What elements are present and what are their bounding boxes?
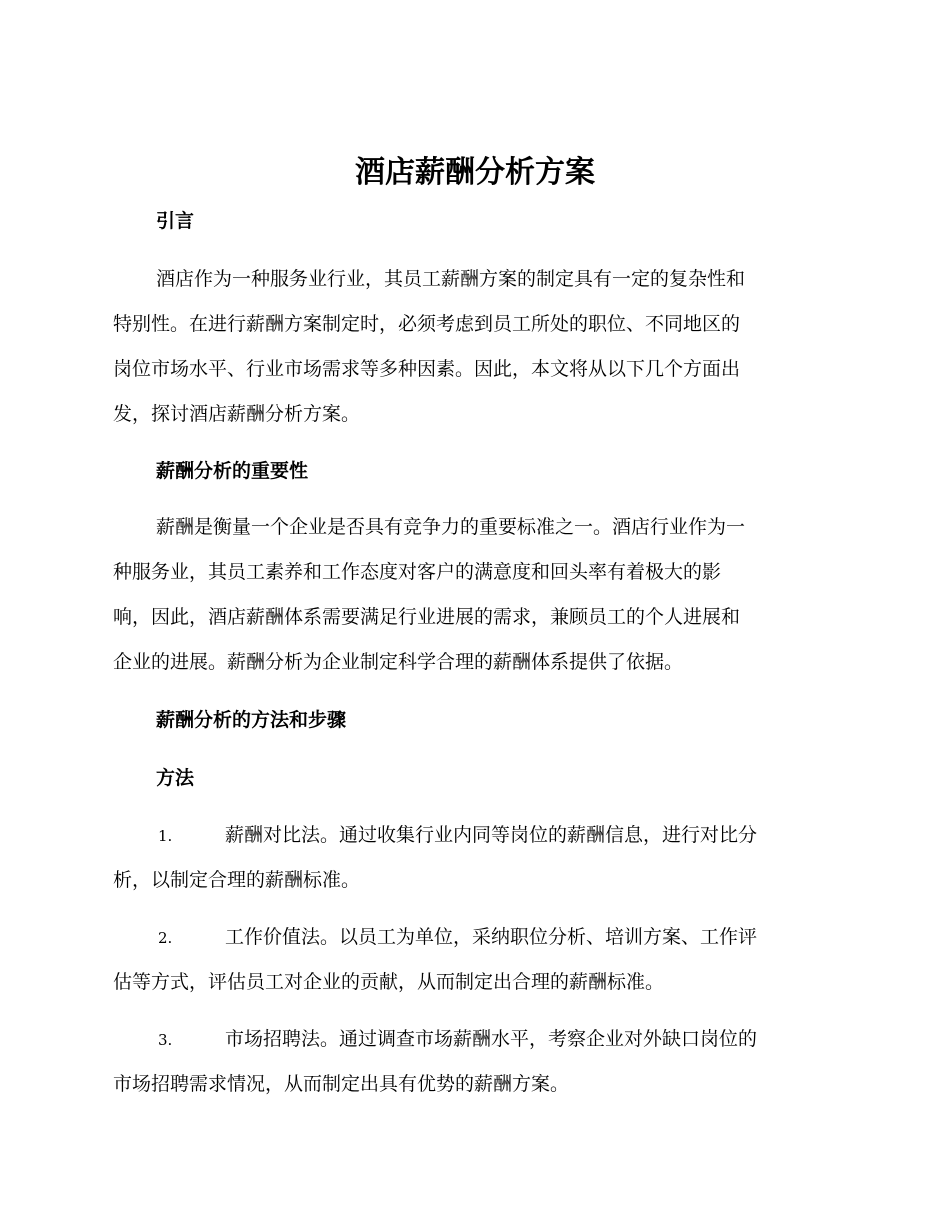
section-heading-methods: 薪酬分析的方法和步骤 bbox=[156, 709, 347, 731]
paragraph-line: 薪酬是衡量一个企业是否具有竞争力的重要标准之一。酒店行业作为一 bbox=[156, 516, 746, 538]
document-title: 酒店薪酬分析方案 bbox=[355, 155, 595, 190]
list-item-text: 工作价值法。以员工为单位，采纳职位分析、培训方案、工作评 bbox=[225, 926, 758, 948]
list-number: 2. bbox=[158, 929, 173, 947]
list-item-text: 析，以制定合理的薪酬标准。 bbox=[113, 869, 361, 891]
paragraph-line: 岗位市场水平、行业市场需求等多种因素。因此，本文将从以下几个方面出 bbox=[113, 358, 741, 380]
method-list-item bbox=[113, 915, 833, 1005]
list-item-text: 估等方式，评估员工对企业的贡献，从而制定出合理的薪酬标准。 bbox=[113, 971, 665, 993]
list-number: 3. bbox=[158, 1031, 173, 1049]
paragraph-line: 种服务业，其员工素养和工作态度对客户的满意度和回头率有着极大的影 bbox=[113, 561, 722, 583]
paragraph-line: 特别性。在进行薪酬方案制定时，必须考虑到员工所处的职位、不同地区的 bbox=[113, 313, 741, 335]
paragraph-line: 企业的进展。薪酬分析为企业制定科学合理的薪酬体系提供了依据。 bbox=[113, 651, 684, 673]
section-heading-importance: 薪酬分析的重要性 bbox=[156, 460, 309, 482]
section-heading-intro: 引言 bbox=[156, 210, 195, 232]
subheading-method: 方法 bbox=[156, 767, 195, 789]
list-item-text: 市场招聘法。通过调查市场薪酬水平，考察企业对外缺口岗位的 bbox=[225, 1028, 758, 1050]
paragraph-line: 响，因此，酒店薪酬体系需要满足行业进展的需求，兼顾员工的个人进展和 bbox=[113, 606, 741, 628]
intro-paragraph bbox=[113, 257, 833, 437]
paragraph-line: 酒店作为一种服务业行业，其员工薪酬方案的制定具有一定的复杂性和 bbox=[156, 268, 746, 290]
paragraph-line: 发，探讨酒店薪酬分析方案。 bbox=[113, 403, 361, 425]
list-item-text: 市场招聘需求情况，从而制定出具有优势的薪酬方案。 bbox=[113, 1073, 570, 1095]
list-number: 1. bbox=[158, 827, 173, 845]
importance-paragraph bbox=[113, 505, 833, 685]
list-item-text: 薪酬对比法。通过收集行业内同等岗位的薪酬信息，进行对比分 bbox=[225, 824, 758, 846]
method-list-item bbox=[113, 813, 833, 903]
method-list-item bbox=[113, 1017, 833, 1107]
